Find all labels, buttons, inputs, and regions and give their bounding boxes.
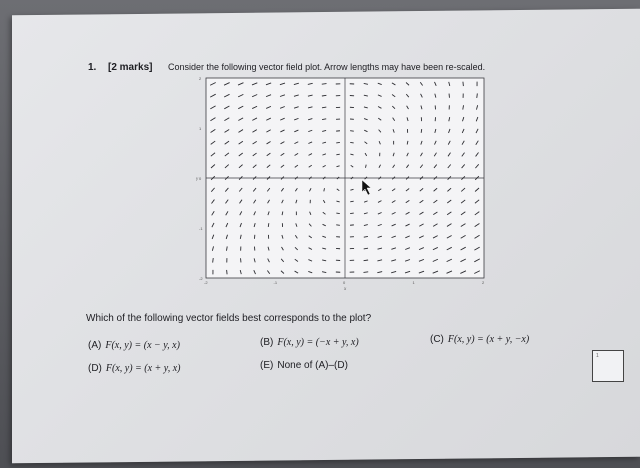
option-d[interactable] xyxy=(88,363,180,374)
option-a[interactable] xyxy=(88,340,180,351)
x-axis-label: x xyxy=(344,287,347,292)
option-d-formula: F(x, y) = (x + y, x) xyxy=(105,363,181,374)
option-d-label: (D) xyxy=(88,363,102,374)
x-tick-label: 2 xyxy=(482,280,485,285)
x-tick-label: 1 xyxy=(412,280,415,285)
field-arrow xyxy=(421,129,422,133)
option-b-label: (B) xyxy=(260,337,274,348)
option-e-formula: None of (A)–(D) xyxy=(277,360,348,371)
y-tick-label: 0 xyxy=(199,176,202,181)
field-arrow xyxy=(213,258,214,262)
x-tick-label: -2 xyxy=(204,280,208,285)
option-c-label: (C) xyxy=(430,334,444,345)
y-axis-label: y xyxy=(196,177,199,182)
question-marks: [2 marks] xyxy=(108,62,153,73)
option-a-formula: F(x, y) = (x − y, x) xyxy=(105,340,180,351)
question-number: 1. xyxy=(88,62,97,73)
x-tick-label: -1 xyxy=(273,280,278,285)
field-arrow xyxy=(350,201,353,202)
option-a-label: (A) xyxy=(88,340,102,351)
answer-box-marker: 1 xyxy=(596,353,599,359)
option-e[interactable] xyxy=(260,360,348,371)
option-e-label: (E) xyxy=(260,360,274,371)
field-arrow xyxy=(336,213,339,214)
field-arrow xyxy=(477,93,478,97)
y-tick-label: 2 xyxy=(199,76,202,81)
y-tick-label: -1 xyxy=(199,226,203,231)
field-arrow xyxy=(350,142,353,143)
option-b[interactable] xyxy=(260,337,359,348)
field-arrow xyxy=(336,154,339,155)
vector-field-svg xyxy=(196,74,488,292)
vector-field-plot xyxy=(196,74,488,292)
question-text: Consider the following vector field plot. Arrow lengths may have been re-scaled. xyxy=(168,62,486,72)
answer-box[interactable] xyxy=(592,350,624,382)
y-tick-label: 1 xyxy=(199,126,202,131)
x-tick-label: 0 xyxy=(343,280,346,285)
option-c-formula: F(x, y) = (x + y, −x) xyxy=(447,334,530,345)
option-b-formula: F(x, y) = (−x + y, x) xyxy=(277,337,359,348)
question-prompt: Which of the following vector fields best corresponds to the plot? xyxy=(86,313,372,324)
option-c[interactable] xyxy=(430,334,529,345)
field-arrow xyxy=(268,223,269,227)
y-tick-label: -2 xyxy=(199,276,203,281)
